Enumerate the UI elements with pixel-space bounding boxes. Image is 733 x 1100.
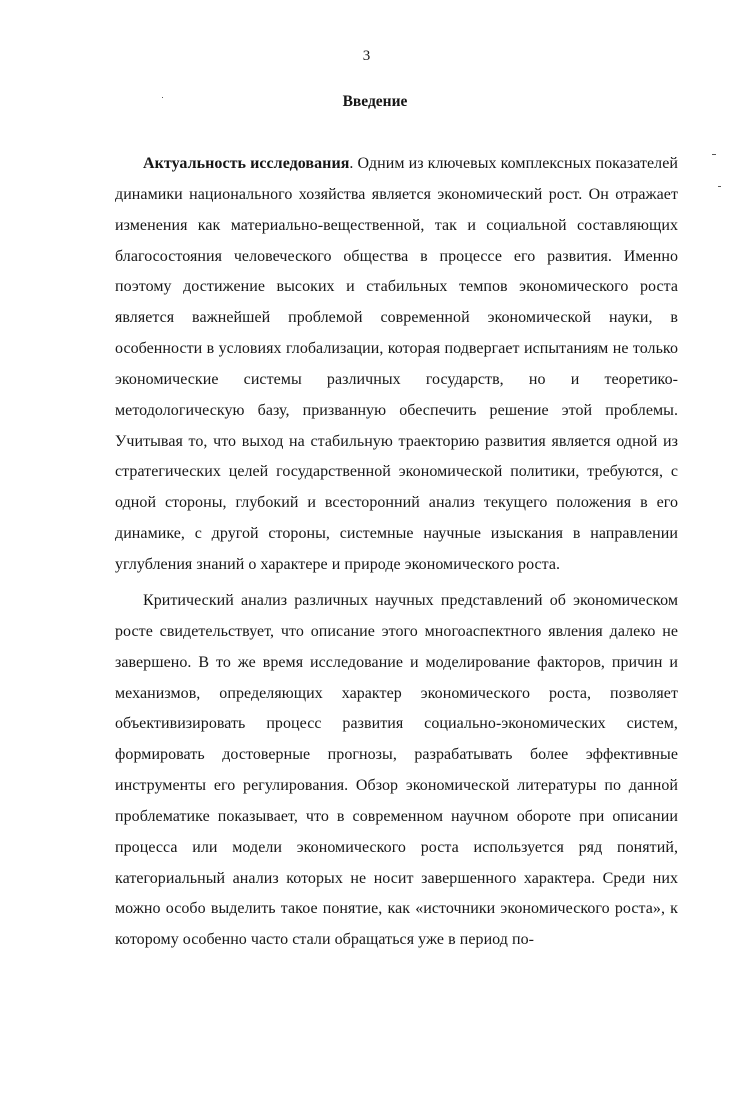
page-number: 3 (362, 48, 371, 64)
paragraph-relevance (115, 149, 678, 581)
scan-speck (162, 97, 163, 98)
scan-speck (718, 186, 721, 187)
paragraph-body: . Одним из ключевых комплексных показателей динамики национального хозяйства является экономический рост. Он отражает изменения как материально-вещественной, так и социальной составляющих благосостояния человеческого общества в процессе его развития. Именно поэтому достижение высоких и стабильных темпов экономического роста является важнейшей проблемой современной экономической науки, в особенности в условиях глобализации, которая подвергает испытаниям не только экономические системы различных государств, но и теоретико-методологическую базу, призванную обеспечить решение этой проблемы. Учитывая то, что выход на стабильную траекторию развития является одной из стратегических целей государственной экономической политики, требуются, с одной стороны, глубокий и всесторонний анализ текущего положения в его динамике, с другой стороны, системные научные изыскания в направлении углубления знаний о характере и природе экономического роста. (115, 155, 678, 573)
section-title: Введение (342, 93, 408, 110)
scan-speck (712, 154, 716, 155)
paragraph-critical-analysis: Критический анализ различных научных представлений об экономическом росте свидетельствует, что описание этого многоаспектного явления далеко не завершено. В то же время исследование и моделирование факторов, причин и механизмов, определяющих характер экономического роста, позволяет объективизировать процесс развития социально-экономических систем, формировать достоверные прогнозы, разрабатывать более эффективные инструменты его регулирования. Обзор экономической литературы по данной проблематике показывает, что в современном научном обороте при описании процесса или модели экономического роста используется ряд понятий, категориальный анализ которых не носит завершенного характера. Среди них можно особо выделить такое понятие, как «источники экономического роста», к которому особенно часто стали обращаться уже в период по- (115, 592, 678, 949)
paragraph-lead-heading: Актуальность исследования (143, 155, 350, 172)
